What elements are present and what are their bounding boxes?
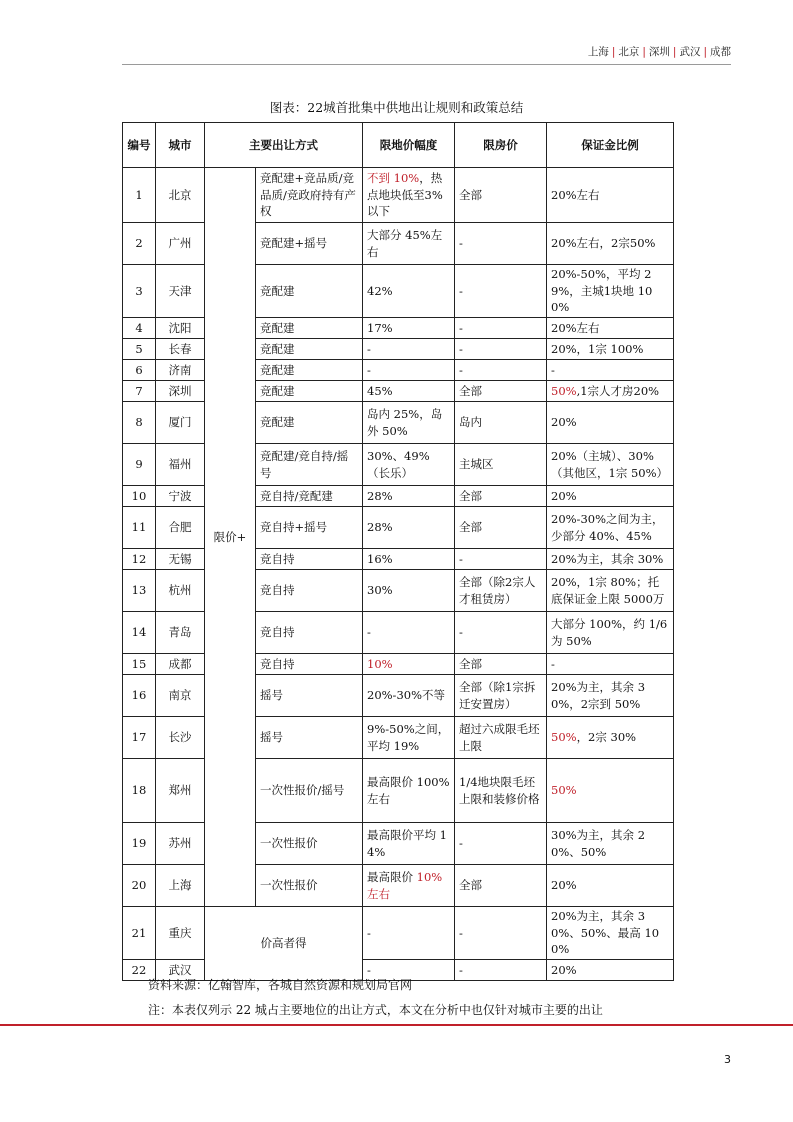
table-caption: 图表：22城首批集中供地出让规则和政策总结	[269, 100, 524, 115]
house-price-limit: 主城区	[455, 444, 547, 486]
deposit-text: 20%为主，其余 30%，2宗到 50%	[551, 679, 646, 711]
land-price-cap	[363, 612, 455, 654]
deposit-text: 20%，1宗 100%	[551, 341, 644, 356]
header-city-shanghai: 上海	[587, 46, 609, 58]
deposit-ratio	[547, 907, 674, 960]
header-city-shenzhen: 深圳	[648, 46, 670, 58]
deposit-text: 20%左右	[551, 187, 600, 202]
cap-text: 10%	[367, 656, 393, 671]
source-note: 资料来源：亿翰智库，各城自然资源和规划局官网	[148, 978, 413, 992]
deposit-text: 20%	[551, 878, 577, 893]
footer-red-rule	[0, 1024, 793, 1026]
cap-text: 9%-50%之间，平均 19%	[367, 721, 450, 753]
cap-text: -	[367, 625, 371, 640]
transfer-mode: 摇号	[256, 675, 363, 717]
row-number: 14	[123, 612, 156, 654]
transfer-mode: 竞配建	[256, 318, 363, 339]
cap-text: 最高限价 100%左右	[367, 774, 450, 806]
transfer-mode: 竞自持	[256, 570, 363, 612]
city-name: 宁波	[156, 486, 205, 507]
cap-text: 28%	[367, 488, 393, 503]
land-price-cap	[363, 507, 455, 549]
house-price-limit: 全部	[455, 654, 547, 675]
column-header-number: 编号	[123, 123, 156, 168]
land-price-cap	[363, 823, 455, 865]
land-price-cap	[363, 717, 455, 759]
row-number: 3	[123, 265, 156, 318]
deposit-ratio	[547, 339, 674, 360]
cap-text: -	[367, 962, 371, 977]
deposit-text: 20%	[551, 962, 577, 977]
deposit-ratio	[547, 381, 674, 402]
column-header-deposit-ratio: 保证金比例	[547, 123, 674, 168]
deposit-text: -	[551, 362, 555, 377]
city-name: 南京	[156, 675, 205, 717]
page-number: 3	[724, 1053, 731, 1066]
deposit-ratio	[547, 444, 674, 486]
transfer-mode: 一次性报价	[256, 823, 363, 865]
deposit-text: 20%	[551, 488, 577, 503]
deposit-text: -	[551, 656, 555, 671]
deposit-text: 20%-50%，平均 29%，主城1块地 100%	[551, 267, 653, 315]
column-header-transfer-mode: 主要出让方式	[205, 123, 363, 168]
city-name: 厦门	[156, 402, 205, 444]
transfer-mode: 竞自持	[256, 549, 363, 570]
land-price-cap	[363, 549, 455, 570]
row-number: 22	[123, 960, 156, 981]
header-city-list	[588, 44, 731, 59]
house-price-limit: -	[455, 318, 547, 339]
deposit-ratio	[547, 549, 674, 570]
deposit-text: 20%	[551, 415, 577, 430]
cap-text: 不到 10%	[367, 170, 420, 185]
city-name: 合肥	[156, 507, 205, 549]
deposit-ratio	[547, 960, 674, 981]
deposit-text: 30%为主，其余 20%、50%	[551, 827, 646, 859]
city-name: 沈阳	[156, 318, 205, 339]
deposit-ratio	[547, 675, 674, 717]
header-separator: |	[611, 46, 616, 58]
table-body	[123, 168, 674, 981]
header-city-chengdu: 成都	[710, 46, 731, 58]
footnote: 注：本表仅列示 22 城占主要地位的出让方式，本文在分析中也仅针对城市主要的出让	[148, 1003, 603, 1017]
land-price-cap	[363, 168, 455, 223]
deposit-text: 20%左右，2宗50%	[551, 236, 656, 251]
table-row	[123, 168, 674, 223]
land-price-cap	[363, 486, 455, 507]
house-price-limit: 全部（除1宗拆迁安置房）	[455, 675, 547, 717]
land-price-cap	[363, 570, 455, 612]
deposit-ratio	[547, 223, 674, 265]
house-price-limit: 全部	[455, 381, 547, 402]
row-number: 21	[123, 907, 156, 960]
transfer-mode: 竞配建	[256, 265, 363, 318]
city-name: 苏州	[156, 823, 205, 865]
deposit-text: 50%	[551, 730, 577, 745]
city-name: 成都	[156, 654, 205, 675]
land-price-cap	[363, 865, 455, 907]
house-price-limit: -	[455, 907, 547, 960]
transfer-mode: 竞自持+摇号	[256, 507, 363, 549]
city-name: 重庆	[156, 907, 205, 960]
deposit-ratio	[547, 654, 674, 675]
deposit-ratio	[547, 759, 674, 823]
transfer-mode: 竞配建	[256, 360, 363, 381]
house-price-limit: -	[455, 265, 547, 318]
land-price-cap	[363, 223, 455, 265]
house-price-limit: -	[455, 549, 547, 570]
deposit-ratio	[547, 486, 674, 507]
land-price-cap	[363, 675, 455, 717]
row-number: 16	[123, 675, 156, 717]
transfer-mode: 竞自持/竞配建	[256, 486, 363, 507]
house-price-limit: 岛内	[455, 402, 547, 444]
row-number: 13	[123, 570, 156, 612]
house-price-limit: 1/4地块限毛坯上限和装修价格	[455, 759, 547, 823]
house-price-limit: -	[455, 223, 547, 265]
city-name: 青岛	[156, 612, 205, 654]
cap-text: 岛内 25%，岛外 50%	[367, 406, 443, 438]
row-number: 10	[123, 486, 156, 507]
transfer-mode: 价高者得	[205, 907, 363, 981]
row-number: 20	[123, 865, 156, 907]
column-header-land-price-cap: 限地价幅度	[363, 123, 455, 168]
table-row	[123, 907, 674, 960]
row-number: 7	[123, 381, 156, 402]
transfer-mode: 一次性报价/摇号	[256, 759, 363, 823]
city-name: 郑州	[156, 759, 205, 823]
transfer-mode: 竞配建	[256, 381, 363, 402]
house-price-limit: 全部	[455, 865, 547, 907]
column-header-city: 城市	[156, 123, 205, 168]
deposit-text: 20%，1宗 80%；托底保证金上限 5000万	[551, 574, 665, 606]
cap-text: 30%、49%（长乐）	[367, 448, 430, 480]
land-price-cap	[363, 444, 455, 486]
row-number: 4	[123, 318, 156, 339]
row-number: 9	[123, 444, 156, 486]
house-price-limit: 全部（除2宗人才租赁房）	[455, 570, 547, 612]
land-price-cap	[363, 381, 455, 402]
transfer-mode: 竞自持	[256, 654, 363, 675]
land-price-cap	[363, 265, 455, 318]
city-name: 天津	[156, 265, 205, 318]
cap-text: 最高限价	[367, 869, 417, 884]
header-separator: |	[672, 46, 677, 58]
land-price-cap	[363, 402, 455, 444]
cap-text: -	[367, 925, 371, 940]
header-separator: |	[703, 46, 707, 58]
city-name: 广州	[156, 223, 205, 265]
deposit-ratio	[547, 318, 674, 339]
deposit-text: 20%左右	[551, 320, 600, 335]
deposit-text: 20%（主城）、30%（其他区，1宗 50%）	[551, 448, 669, 480]
row-number: 6	[123, 360, 156, 381]
cap-text: 30%	[367, 583, 393, 598]
deposit-ratio	[547, 168, 674, 223]
transfer-mode: 一次性报价	[256, 865, 363, 907]
row-number: 11	[123, 507, 156, 549]
cap-text: 17%	[367, 320, 393, 335]
table-header-row	[123, 123, 674, 168]
cap-text: 10%左右	[367, 869, 443, 901]
land-price-cap	[363, 907, 455, 960]
row-number: 12	[123, 549, 156, 570]
cap-text: 最高限价平均 14%	[367, 827, 447, 859]
transfer-mode-group: 限价+	[205, 168, 256, 907]
cap-text: -	[367, 341, 371, 356]
column-header-house-price-limit: 限房价	[455, 123, 547, 168]
deposit-ratio	[547, 612, 674, 654]
city-name: 福州	[156, 444, 205, 486]
house-price-limit: -	[455, 960, 547, 981]
land-policy-table	[122, 122, 674, 981]
cap-text: 42%	[367, 283, 393, 298]
city-name: 长春	[156, 339, 205, 360]
transfer-mode: 竞配建/竞自持/摇号	[256, 444, 363, 486]
row-number: 2	[123, 223, 156, 265]
deposit-ratio	[547, 360, 674, 381]
house-price-limit: 全部	[455, 486, 547, 507]
cap-text: 28%	[367, 520, 393, 535]
transfer-mode: 竞配建+竞品质/竞品质/竞政府持有产权	[256, 168, 363, 223]
deposit-text: 50%	[551, 383, 577, 398]
deposit-text: 20%为主，其余 30%	[551, 551, 664, 566]
city-name: 长沙	[156, 717, 205, 759]
deposit-text: ，2宗 30%	[576, 730, 637, 745]
cap-text: 45%	[367, 383, 393, 398]
city-name: 北京	[156, 168, 205, 223]
city-name: 上海	[156, 865, 205, 907]
header-city-wuhan: 武汉	[679, 46, 701, 58]
city-name: 杭州	[156, 570, 205, 612]
transfer-mode: 竞自持	[256, 612, 363, 654]
cap-text: 16%	[367, 551, 393, 566]
transfer-mode: 摇号	[256, 717, 363, 759]
deposit-ratio	[547, 865, 674, 907]
header-city-beijing: 北京	[618, 46, 640, 58]
header-divider	[122, 64, 731, 65]
deposit-ratio	[547, 402, 674, 444]
deposit-text: 50%	[551, 783, 577, 798]
row-number: 15	[123, 654, 156, 675]
land-price-cap	[363, 759, 455, 823]
row-number: 17	[123, 717, 156, 759]
land-price-cap	[363, 654, 455, 675]
row-number: 18	[123, 759, 156, 823]
city-name: 深圳	[156, 381, 205, 402]
transfer-mode: 竞配建+摇号	[256, 223, 363, 265]
city-name: 武汉	[156, 960, 205, 981]
cap-text: -	[367, 362, 371, 377]
land-price-cap	[363, 339, 455, 360]
land-price-cap	[363, 318, 455, 339]
row-number: 8	[123, 402, 156, 444]
cap-text: 大部分 45%左右	[367, 227, 443, 259]
house-price-limit: 全部	[455, 168, 547, 223]
cap-text: 20%-30%不等	[367, 688, 446, 703]
transfer-mode: 竞配建	[256, 402, 363, 444]
house-price-limit: 全部	[455, 507, 547, 549]
deposit-text: 20%为主，其余 30%、50%、最高 100%	[551, 909, 660, 957]
deposit-text: 大部分 100%，约 1/6为 50%	[551, 616, 668, 648]
deposit-text: 20%-30%之间为主，少部分 40%、45%	[551, 511, 664, 543]
house-price-limit: -	[455, 360, 547, 381]
deposit-ratio	[547, 570, 674, 612]
row-number: 5	[123, 339, 156, 360]
house-price-limit: -	[455, 823, 547, 865]
deposit-text: ,1宗人才房20%	[576, 383, 660, 398]
land-price-cap	[363, 360, 455, 381]
house-price-limit: -	[455, 612, 547, 654]
row-number: 19	[123, 823, 156, 865]
transfer-mode: 竞配建	[256, 339, 363, 360]
cap-text: ，热点地块低至3%以下	[367, 170, 443, 219]
house-price-limit: 超过六成限毛坯上限	[455, 717, 547, 759]
header-separator: |	[642, 46, 646, 58]
city-name: 无锡	[156, 549, 205, 570]
house-price-limit: -	[455, 339, 547, 360]
deposit-ratio	[547, 265, 674, 318]
deposit-ratio	[547, 717, 674, 759]
row-number: 1	[123, 168, 156, 223]
deposit-ratio	[547, 507, 674, 549]
deposit-ratio	[547, 823, 674, 865]
city-name: 济南	[156, 360, 205, 381]
